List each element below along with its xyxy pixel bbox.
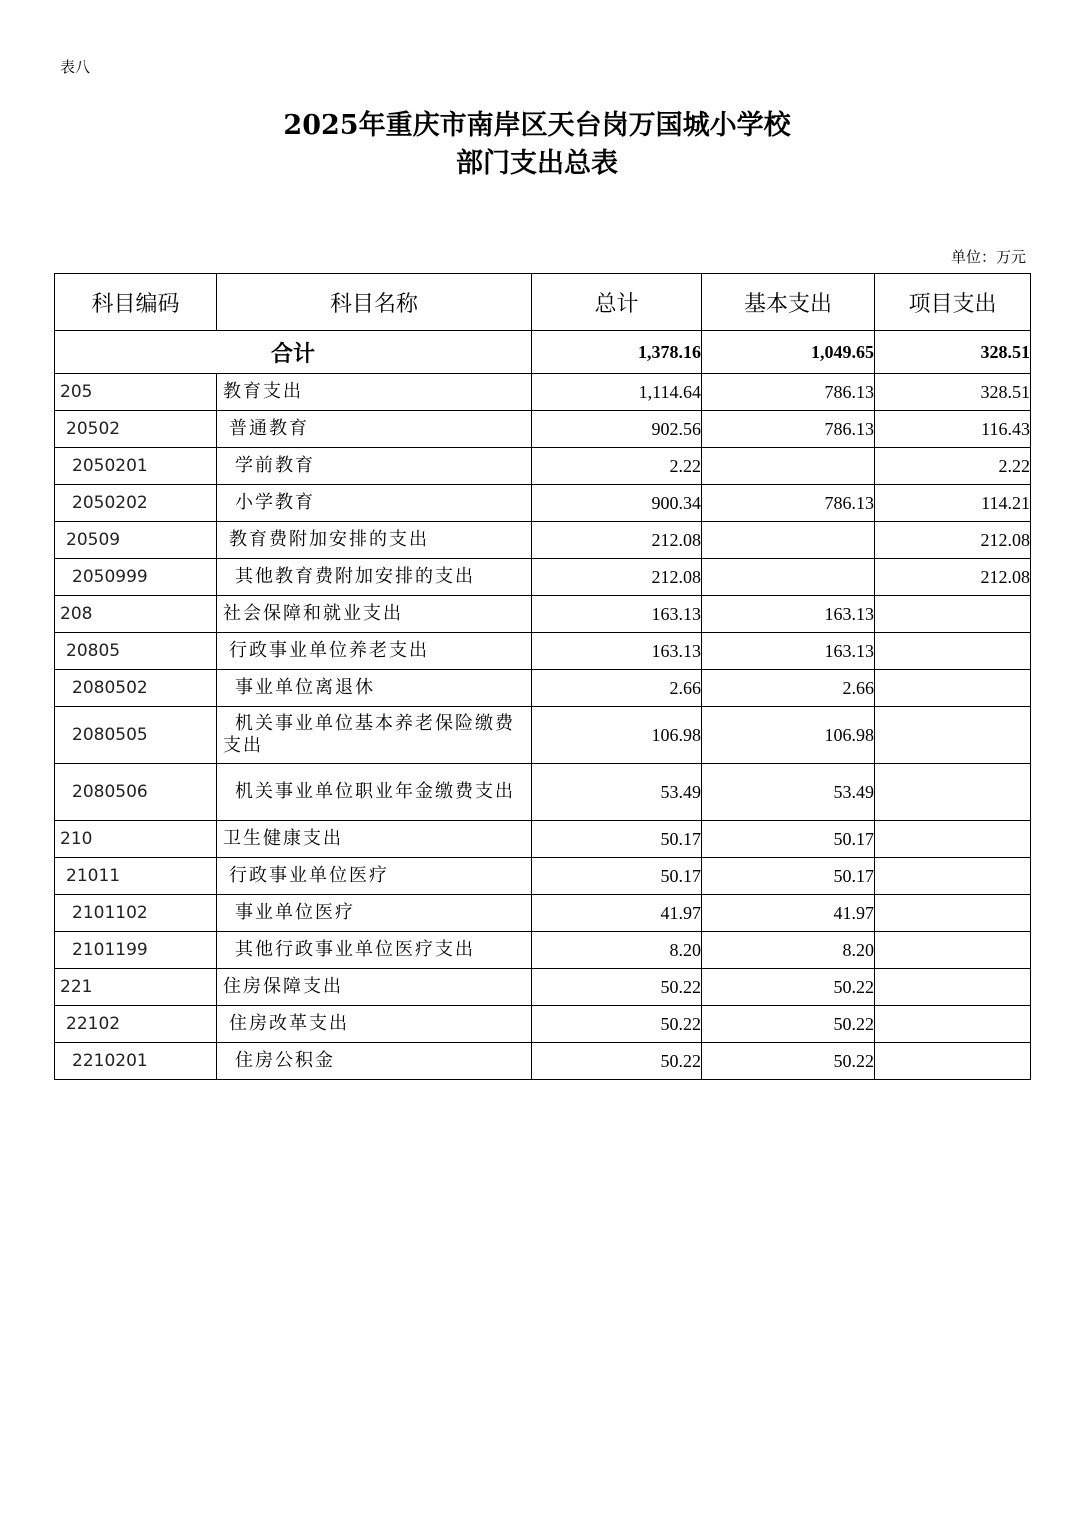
total-amount: 212.08 — [532, 559, 702, 596]
account-code: 2080505 — [55, 707, 217, 764]
account-name: 住房保障支出 — [217, 969, 532, 1006]
table-row — [55, 1006, 1031, 1043]
account-name: 教育费附加安排的支出 — [217, 522, 532, 559]
column-header-total: 总计 — [532, 274, 702, 331]
table-row — [55, 764, 1031, 821]
account-name: 事业单位离退休 — [217, 670, 532, 707]
unit-label: 单位：万元 — [950, 248, 1026, 266]
column-header-project: 项目支出 — [875, 274, 1031, 331]
account-code: 20502 — [55, 411, 217, 448]
column-header-name: 科目名称 — [217, 274, 532, 331]
basic-amount: 8.20 — [702, 932, 875, 969]
project-amount — [875, 858, 1031, 895]
total-amount: 50.22 — [532, 1043, 702, 1080]
account-name: 其他行政事业单位医疗支出 — [217, 932, 532, 969]
account-code: 2080506 — [55, 764, 217, 821]
total-amount: 50.22 — [532, 1006, 702, 1043]
account-name: 社会保障和就业支出 — [217, 596, 532, 633]
account-code: 2101199 — [55, 932, 217, 969]
project-amount: 116.43 — [875, 411, 1031, 448]
account-name: 住房公积金 — [217, 1043, 532, 1080]
basic-amount: 786.13 — [702, 411, 875, 448]
account-name: 小学教育 — [217, 485, 532, 522]
basic-amount: 50.17 — [702, 821, 875, 858]
table-row — [55, 596, 1031, 633]
table-row — [55, 411, 1031, 448]
total-amount: 900.34 — [532, 485, 702, 522]
table-row — [55, 670, 1031, 707]
account-name: 行政事业单位养老支出 — [217, 633, 532, 670]
project-amount — [875, 1006, 1031, 1043]
account-name: 机关事业单位基本养老保险缴费支出 — [217, 707, 532, 764]
project-amount: 328.51 — [875, 374, 1031, 411]
basic-amount: 163.13 — [702, 633, 875, 670]
account-code: 20509 — [55, 522, 217, 559]
project-amount: 2.22 — [875, 448, 1031, 485]
account-code: 205 — [55, 374, 217, 411]
table-row — [55, 374, 1031, 411]
basic-amount — [702, 448, 875, 485]
total-amount: 53.49 — [532, 764, 702, 821]
basic-amount: 50.22 — [702, 1006, 875, 1043]
project-amount — [875, 707, 1031, 764]
table-number-label: 表八 — [60, 58, 91, 76]
project-amount — [875, 670, 1031, 707]
basic-amount: 163.13 — [702, 596, 875, 633]
basic-amount: 53.49 — [702, 764, 875, 821]
column-header-basic: 基本支出 — [702, 274, 875, 331]
project-amount: 212.08 — [875, 559, 1031, 596]
account-name: 卫生健康支出 — [217, 821, 532, 858]
basic-amount: 2.66 — [702, 670, 875, 707]
account-code: 2080502 — [55, 670, 217, 707]
account-name: 普通教育 — [217, 411, 532, 448]
account-code: 2050201 — [55, 448, 217, 485]
table-row — [55, 522, 1031, 559]
total-amount: 106.98 — [532, 707, 702, 764]
total-amount: 163.13 — [532, 633, 702, 670]
document-subtitle: 部门支出总表 — [456, 148, 618, 179]
project-amount — [875, 932, 1031, 969]
project-amount — [875, 596, 1031, 633]
account-code: 210 — [55, 821, 217, 858]
total-amount: 50.17 — [532, 858, 702, 895]
total-amount: 1,114.64 — [532, 374, 702, 411]
table-row — [55, 559, 1031, 596]
table-row — [55, 485, 1031, 522]
account-name: 行政事业单位医疗 — [217, 858, 532, 895]
total-amount: 2.66 — [532, 670, 702, 707]
project-amount — [875, 633, 1031, 670]
account-code: 2050202 — [55, 485, 217, 522]
total-amount: 50.22 — [532, 969, 702, 1006]
expenditure-table — [54, 273, 1031, 1080]
table-row — [55, 707, 1031, 764]
basic-amount: 786.13 — [702, 374, 875, 411]
account-code: 221 — [55, 969, 217, 1006]
column-header-code: 科目编码 — [55, 274, 217, 331]
table-row — [55, 895, 1031, 932]
account-name: 其他教育费附加安排的支出 — [217, 559, 532, 596]
table-row — [55, 448, 1031, 485]
account-name: 机关事业单位职业年金缴费支出 — [217, 764, 532, 821]
document-title: 2025年重庆市南岸区天台岗万国城小学校 — [283, 110, 791, 141]
table-row — [55, 858, 1031, 895]
total-amount: 50.17 — [532, 821, 702, 858]
total-amount: 163.13 — [532, 596, 702, 633]
total-project-amount: 328.51 — [875, 331, 1031, 374]
basic-amount: 50.22 — [702, 969, 875, 1006]
table-row — [55, 633, 1031, 670]
project-amount — [875, 895, 1031, 932]
project-amount — [875, 764, 1031, 821]
account-code: 2101102 — [55, 895, 217, 932]
total-row — [55, 331, 1031, 374]
basic-amount: 50.22 — [702, 1043, 875, 1080]
table-header-row — [55, 274, 1031, 331]
table-row — [55, 821, 1031, 858]
project-amount — [875, 1043, 1031, 1080]
total-label: 合计 — [55, 331, 532, 374]
account-code: 208 — [55, 596, 217, 633]
account-code: 2050999 — [55, 559, 217, 596]
total-amount: 212.08 — [532, 522, 702, 559]
total-amount: 1,378.16 — [532, 331, 702, 374]
table-row — [55, 1043, 1031, 1080]
project-amount: 114.21 — [875, 485, 1031, 522]
account-code: 22102 — [55, 1006, 217, 1043]
total-basic-amount: 1,049.65 — [702, 331, 875, 374]
account-name: 教育支出 — [217, 374, 532, 411]
basic-amount — [702, 522, 875, 559]
project-amount — [875, 969, 1031, 1006]
total-amount: 41.97 — [532, 895, 702, 932]
basic-amount — [702, 559, 875, 596]
total-amount: 2.22 — [532, 448, 702, 485]
account-code: 21011 — [55, 858, 217, 895]
table-row — [55, 969, 1031, 1006]
account-code: 2210201 — [55, 1043, 217, 1080]
basic-amount: 106.98 — [702, 707, 875, 764]
project-amount — [875, 821, 1031, 858]
account-name: 学前教育 — [217, 448, 532, 485]
account-code: 20805 — [55, 633, 217, 670]
total-amount: 902.56 — [532, 411, 702, 448]
account-name: 事业单位医疗 — [217, 895, 532, 932]
account-name: 住房改革支出 — [217, 1006, 532, 1043]
basic-amount: 50.17 — [702, 858, 875, 895]
total-amount: 8.20 — [532, 932, 702, 969]
basic-amount: 41.97 — [702, 895, 875, 932]
project-amount: 212.08 — [875, 522, 1031, 559]
table-row — [55, 932, 1031, 969]
basic-amount: 786.13 — [702, 485, 875, 522]
